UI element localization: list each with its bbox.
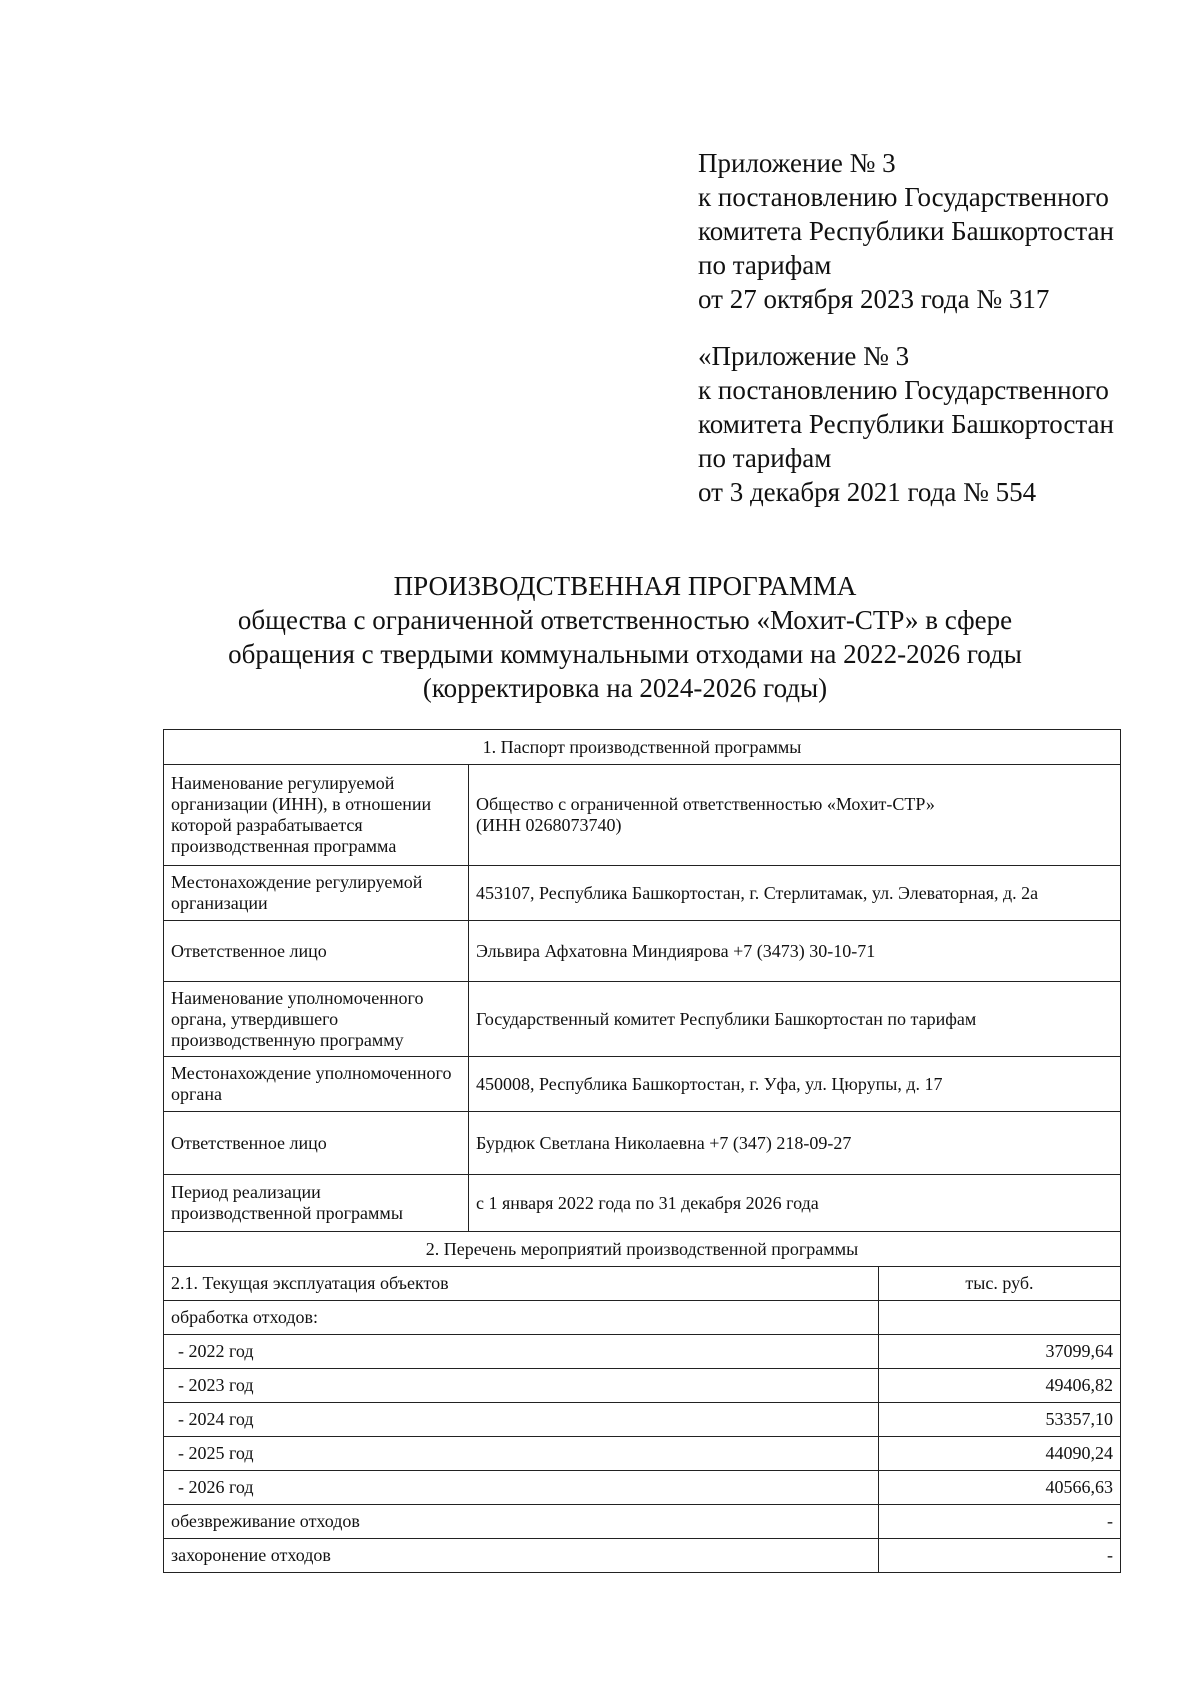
year-label: - 2026 год	[164, 1471, 879, 1505]
row-label: Наименование регулируемой организации (ИНН), в отношении которой разрабатывается производственная программа	[164, 765, 469, 866]
year-label: - 2025 год	[164, 1437, 879, 1471]
year-label: - 2023 год	[164, 1369, 879, 1403]
table-row	[164, 1112, 1121, 1175]
appendix-line: Приложение № 3	[698, 148, 896, 178]
title-main: ПРОИЗВОДСТВЕННАЯ ПРОГРАММА	[393, 571, 857, 601]
table-row	[164, 1471, 1121, 1505]
appendix-line: по тарифам	[698, 443, 832, 473]
year-label: - 2024 год	[164, 1403, 879, 1437]
table-row	[164, 1437, 1121, 1471]
table-row	[164, 982, 1121, 1057]
table-row	[164, 1403, 1121, 1437]
year-value: 53357,10	[879, 1403, 1121, 1437]
empty-cell	[879, 1301, 1121, 1335]
year-label: - 2022 год	[164, 1335, 879, 1369]
burial-label: захоронение отходов	[164, 1539, 879, 1573]
row-value: Государственный комитет Республики Башкортостан по тарифам	[469, 982, 1121, 1057]
table-row	[164, 1267, 1121, 1301]
row-value: 450008, Республика Башкортостан, г. Уфа, ул. Цюрупы, д. 17	[469, 1057, 1121, 1112]
table-row	[164, 1057, 1121, 1112]
appendix-line: «Приложение № 3	[698, 341, 910, 371]
unit-label: тыс. руб.	[879, 1267, 1121, 1301]
row-label: Ответственное лицо	[164, 921, 469, 982]
row-value: с 1 января 2022 года по 31 декабря 2026 года	[469, 1175, 1121, 1232]
row-value: Бурдюк Светлана Николаевна +7 (347) 218-09-27	[469, 1112, 1121, 1175]
appendix-line: по тарифам	[698, 250, 832, 280]
row-label: Наименование уполномоченного органа, утвердившего производственную программу	[164, 982, 469, 1057]
appendix-line: от 3 декабря 2021 года № 554	[698, 477, 1037, 507]
appendix-header-original	[698, 339, 1168, 509]
passport-heading: 1. Паспорт производственной программы	[164, 730, 1121, 765]
year-value: 49406,82	[879, 1369, 1121, 1403]
table-row	[164, 1369, 1121, 1403]
table-row	[164, 1539, 1121, 1573]
appendix-line: от 27 октября 2023 года № 317	[698, 284, 1050, 314]
table-row	[164, 866, 1121, 921]
title-line: общества с ограниченной ответственностью «Мохит-СТР» в сфере	[237, 605, 1013, 635]
table-row	[164, 730, 1121, 765]
row-value-line: (ИНН 0268073740)	[476, 815, 622, 835]
appendix-header-current	[698, 146, 1168, 316]
appendix-line: к постановлению Государственного	[698, 182, 1109, 212]
year-value: 37099,64	[879, 1335, 1121, 1369]
row-label: Период реализации производственной программы	[164, 1175, 469, 1232]
title-line: (корректировка на 2024-2026 годы)	[422, 673, 828, 703]
table-row	[164, 1301, 1121, 1335]
table-row	[164, 921, 1121, 982]
burial-value: -	[879, 1539, 1121, 1573]
subheading: 2.1. Текущая эксплуатация объектов	[164, 1267, 879, 1301]
title-line: обращения с твердыми коммунальными отходами на 2022-2026 годы	[228, 639, 1022, 669]
row-label: Местонахождение регулируемой организации	[164, 866, 469, 921]
document-title	[150, 569, 1100, 705]
row-label: Местонахождение уполномоченного органа	[164, 1057, 469, 1112]
year-value: 40566,63	[879, 1471, 1121, 1505]
appendix-line: комитета Республики Башкортостан	[698, 216, 1114, 246]
neutralization-label: обезвреживание отходов	[164, 1505, 879, 1539]
table-row	[164, 1335, 1121, 1369]
processing-label: обработка отходов:	[164, 1301, 879, 1335]
row-value-line: Общество с ограниченной ответственностью «Мохит-СТР»	[476, 794, 935, 814]
year-value: 44090,24	[879, 1437, 1121, 1471]
program-table	[163, 729, 1121, 1573]
row-label: Ответственное лицо	[164, 1112, 469, 1175]
appendix-line: к постановлению Государственного	[698, 375, 1109, 405]
row-value	[469, 765, 1121, 866]
table-row	[164, 1232, 1121, 1267]
neutralization-value: -	[879, 1505, 1121, 1539]
table-row	[164, 1505, 1121, 1539]
row-value: 453107, Республика Башкортостан, г. Стерлитамак, ул. Элеваторная, д. 2а	[469, 866, 1121, 921]
row-value: Эльвира Афхатовна Миндиярова +7 (3473) 30-10-71	[469, 921, 1121, 982]
measures-heading: 2. Перечень мероприятий производственной программы	[164, 1232, 1121, 1267]
table-row	[164, 765, 1121, 866]
appendix-line: комитета Республики Башкортостан	[698, 409, 1114, 439]
table-row	[164, 1175, 1121, 1232]
